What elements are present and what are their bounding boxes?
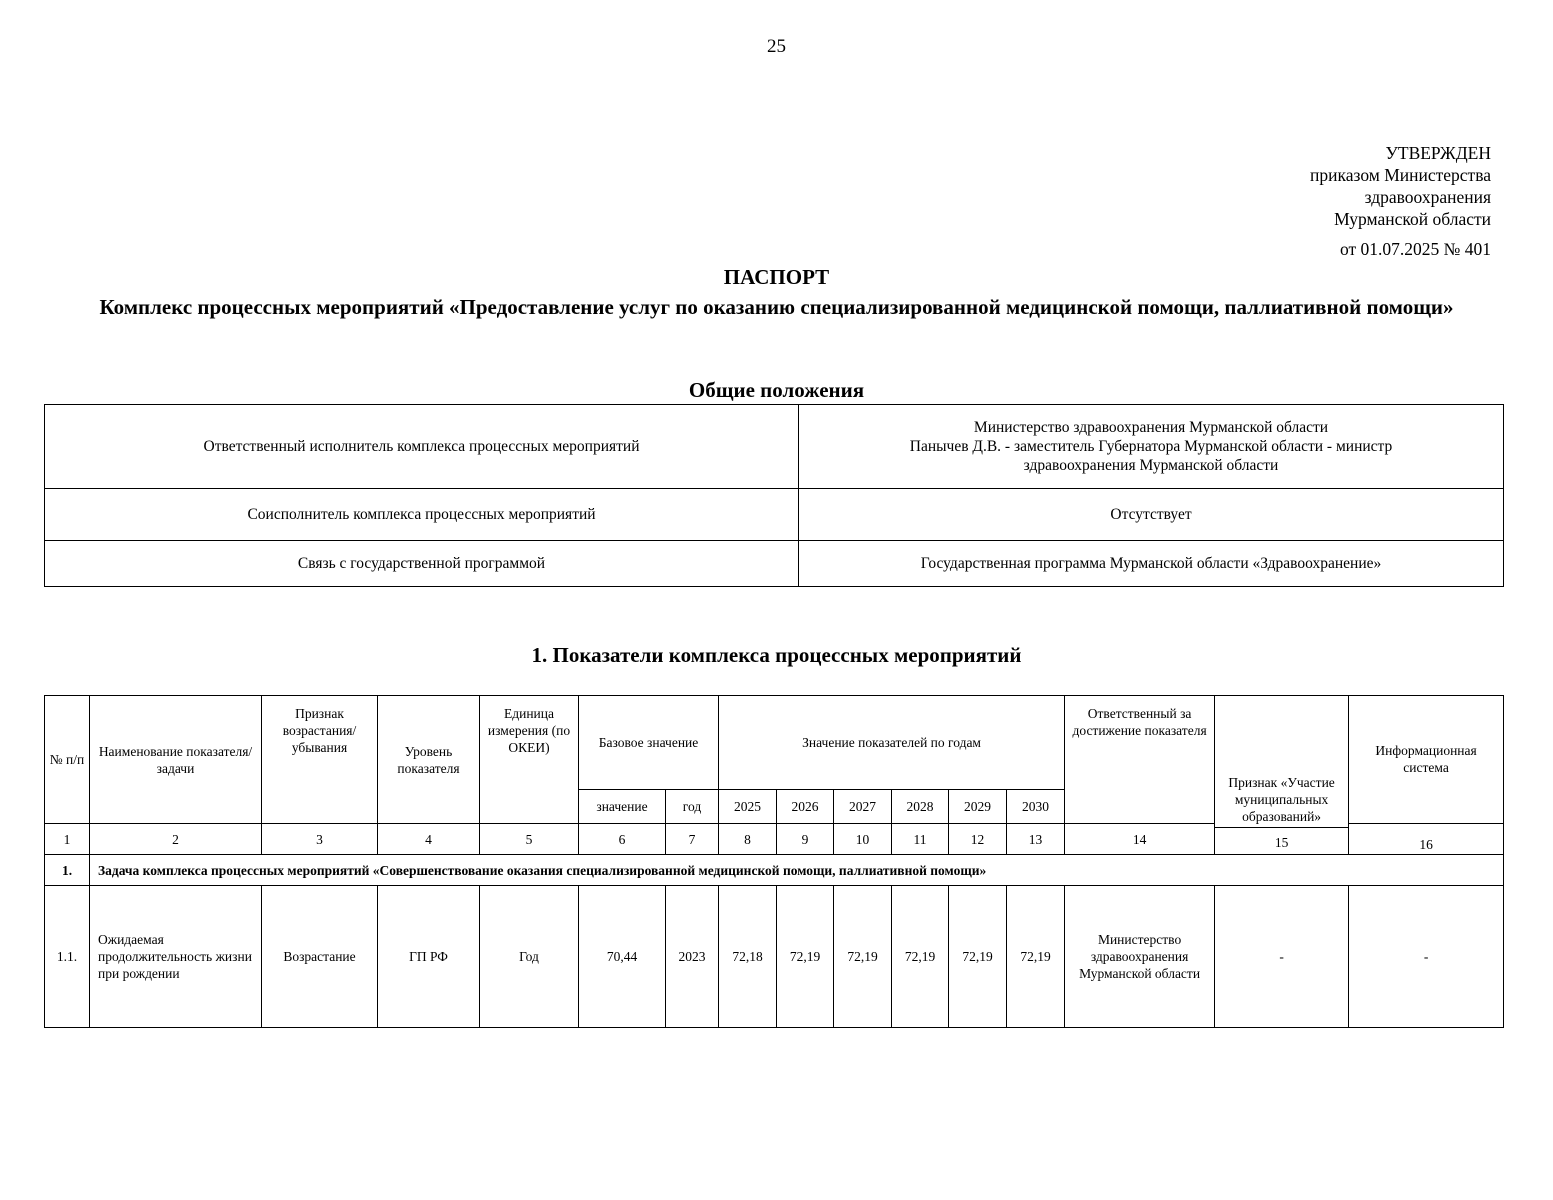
- task-row: [45, 855, 1504, 886]
- row-base-year: 2023: [666, 886, 719, 1028]
- colnum-9: 9: [777, 824, 834, 855]
- header-trend: Признак возрастания/ убывания: [262, 696, 378, 824]
- general-value-line: Министерство здравоохранения Мурманской области: [973, 419, 1329, 436]
- approval-line-2: приказом Министерства: [1310, 165, 1491, 185]
- header-year: 2028: [892, 790, 949, 824]
- general-table: [44, 404, 1504, 587]
- colnum-8: 8: [719, 824, 777, 855]
- header-row: [45, 696, 1504, 790]
- header-base-year: год: [666, 790, 719, 824]
- row-value-2027: 72,19: [834, 886, 892, 1028]
- indicators-table: [44, 695, 1504, 1028]
- colnum-16: 16: [1349, 824, 1504, 855]
- header-year: 2026: [777, 790, 834, 824]
- colnum-11: 11: [892, 824, 949, 855]
- row-responsible: Министерство здравоохранения Мурманской области: [1065, 886, 1215, 1028]
- row-value-2028: 72,19: [892, 886, 949, 1028]
- task-text: Задача комплекса процессных мероприятий «Совершенствование оказания специализированной медицинской помощи, паллиативной помощи»: [90, 855, 1504, 886]
- header-year: 2027: [834, 790, 892, 824]
- header-year: 2029: [949, 790, 1007, 824]
- general-value-line: Панычев Д.В. - заместитель Губернатора Мурманской области - министр: [909, 438, 1393, 455]
- header-base-value: значение: [579, 790, 666, 824]
- header-base: Базовое значение: [579, 696, 719, 790]
- header-unit: Единица измерения (по ОКЕИ): [480, 696, 579, 824]
- general-row: [45, 541, 1504, 587]
- row-num: 1.1.: [45, 886, 90, 1028]
- colnum-2: 2: [90, 824, 262, 855]
- general-row: [45, 405, 1504, 489]
- header-info-system: Информационная система: [1349, 696, 1504, 824]
- colnum-10: 10: [834, 824, 892, 855]
- task-num: 1.: [45, 855, 90, 886]
- indicators-heading: 1. Показатели комплекса процессных мероприятий: [531, 643, 1022, 667]
- general-value: [799, 405, 1504, 489]
- row-base-value: 70,44: [579, 886, 666, 1028]
- header-by-years: Значение показателей по годам: [719, 696, 1065, 790]
- approval-line-4: Мурманской области: [1334, 209, 1491, 229]
- document-title: ПАСПОРТ: [723, 265, 830, 289]
- colnum-13: 13: [1007, 824, 1065, 855]
- indicator-row: [45, 886, 1504, 1028]
- general-label: Соисполнитель комплекса процессных мероприятий: [45, 489, 799, 541]
- general-heading: Общие положения: [688, 378, 865, 402]
- general-label: Связь с государственной программой: [45, 541, 799, 587]
- row-trend: Возрастание: [262, 886, 378, 1028]
- colnum-15: 15: [1215, 827, 1348, 851]
- approval-line-3: здравоохранения: [1364, 187, 1491, 207]
- header-name: Наименование показателя/задачи: [90, 696, 262, 824]
- row-municipal: -: [1215, 886, 1349, 1028]
- general-value: Отсутствует: [799, 489, 1504, 541]
- colnum-3: 3: [262, 824, 378, 855]
- row-value-2026: 72,19: [777, 886, 834, 1028]
- row-value-2025: 72,18: [719, 886, 777, 1028]
- row-info-system: -: [1349, 886, 1504, 1028]
- approval-line-1: УТВЕРЖДЕН: [1385, 143, 1491, 163]
- header-responsible: Ответственный за достижение показателя: [1065, 696, 1215, 824]
- header-level: Уровень показателя: [378, 696, 480, 824]
- colnum-7: 7: [666, 824, 719, 855]
- colnum-1: 1: [45, 824, 90, 855]
- header-year: 2025: [719, 790, 777, 824]
- page-number: 25: [767, 36, 786, 57]
- colnum-4: 4: [378, 824, 480, 855]
- general-value-line: здравоохранения Мурманской области: [1023, 457, 1279, 474]
- general-value: Государственная программа Мурманской области «Здравоохранение»: [799, 541, 1504, 587]
- header-num: № п/п: [45, 696, 90, 824]
- general-row: [45, 489, 1504, 541]
- document-subtitle: Комплекс процессных мероприятий «Предоставление услуг по оказанию специализированной медицинской помощи, паллиативной помощи»: [99, 295, 1454, 319]
- row-value-2030: 72,19: [1007, 886, 1065, 1028]
- colnum-12: 12: [949, 824, 1007, 855]
- general-label: Ответственный исполнитель комплекса процессных мероприятий: [45, 405, 799, 489]
- approval-order: от 01.07.2025 № 401: [1340, 239, 1491, 259]
- header-municipal-text: Признак «Участие муниципальных образований»: [1228, 775, 1335, 824]
- colnum-5: 5: [480, 824, 579, 855]
- row-value-2029: 72,19: [949, 886, 1007, 1028]
- row-name: Ожидаемая продолжительность жизни при рождении: [90, 886, 262, 1028]
- approval-stamp: [1310, 142, 1491, 260]
- row-unit: Год: [480, 886, 579, 1028]
- header-municipal: [1215, 696, 1349, 855]
- header-year: 2030: [1007, 790, 1065, 824]
- row-level: ГП РФ: [378, 886, 480, 1028]
- colnum-6: 6: [579, 824, 666, 855]
- colnum-14: 14: [1065, 824, 1215, 855]
